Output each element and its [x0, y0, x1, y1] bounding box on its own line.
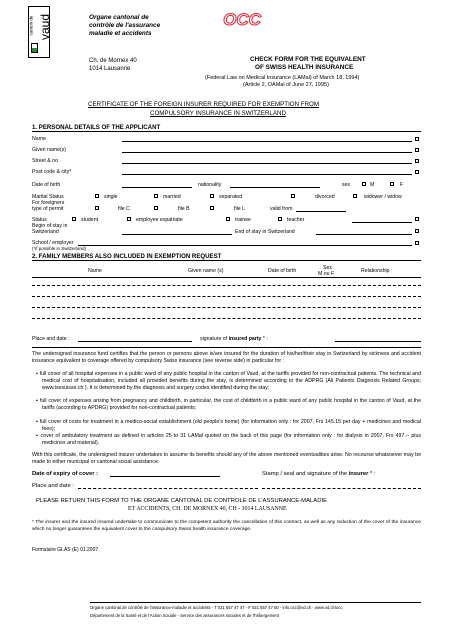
trainee-checkbox[interactable]: [226, 217, 230, 221]
street-label: Street & no: [32, 158, 58, 164]
vaud-logo: [28, 6, 53, 58]
status-label: Status: [32, 217, 47, 223]
file-l-checkbox[interactable]: [210, 206, 214, 210]
family-row-3[interactable]: [32, 307, 421, 308]
footer-line2: Département de la Santé et de l'Action Sociale - Service des assurances sociales et de l'hébergement: [90, 613, 279, 618]
status-other-field[interactable]: [352, 222, 412, 223]
dob-label: Date of birth: [32, 182, 61, 188]
footnote: * The insurer and the insured insured undertake to communicate to the competent authority the cancellation of this contract, as well as any reduction of the cover of the insurance which no longer guarantees the equivalent cover to the compulsory Swiss health insurance coverage.: [32, 520, 421, 532]
file-c-checkbox[interactable]: [95, 206, 99, 210]
single-label: single: [104, 194, 118, 200]
married-checkbox[interactable]: [154, 194, 158, 198]
sex-m-label: M: [370, 182, 375, 188]
certificate-title-line2: COMPULSORY INSURANCE IN SWITZERLAND: [150, 110, 286, 117]
occ-logo: [205, 10, 279, 28]
switzerland-label: Switzerland: [32, 229, 59, 235]
nationality-label: nationality: [198, 182, 222, 188]
name-field[interactable]: [122, 141, 412, 142]
foreigners-label2: type of permit: [32, 206, 64, 212]
end-stay-checkbox[interactable]: [415, 229, 419, 233]
foreigners-label1: For foreigners: [32, 200, 65, 206]
section1-title: 1. PERSONAL DETAILS OF THE APPLICANT: [32, 124, 161, 131]
teacher-checkbox[interactable]: [278, 217, 282, 221]
return-line2: ET ACCIDENTS, CH. DE MORNEX 40, CH - 1014 LAUSANNE: [128, 506, 287, 512]
teacher-label: teacher: [287, 217, 305, 223]
street-checkbox[interactable]: [415, 159, 419, 163]
given-names-label: Given name(s): [32, 147, 67, 153]
postcode-field[interactable]: [122, 174, 412, 175]
section2-title: 2. FAMILY MEMBERS ALSO INCLUDED IN EXEMPTION REQUEST: [32, 253, 222, 260]
stamp-label: Stamp / seal and signature of the insurer * :: [262, 471, 376, 477]
bullet-2: ▪ full cover of expenses arising from pregnancy and childbirth, in particular, the cost of childbirth in a public ward of any public hospital in the canton of Vaud, at the tariffs (according to APDRG) provided for non-contractual patients;: [36, 398, 421, 411]
widowed-checkbox[interactable]: [353, 194, 357, 198]
law-line1: (Federal Law on Medical Insurance (LAMal) of March 18, 1994): [205, 75, 360, 81]
given-names-checkbox[interactable]: [415, 148, 419, 152]
address-line2: 1014 Lausanne: [89, 66, 131, 72]
marital-status-label: Marital Status: [32, 194, 64, 200]
end-stay-label: End of stay in Switzerland: [235, 229, 295, 235]
divorced-label: divorced: [315, 194, 335, 200]
certificate-title-line1: CERTIFICATE OF THE FOREIGN INSURER REQUIRED FOR EXEMPTION FROM: [88, 101, 320, 108]
status-other-checkbox[interactable]: [415, 217, 419, 221]
bullet-3: ▪ full cover of costs for treatment in a medico-social establishment (old people's home) (for information only : for 2007, Frs 145.15 per day + medicines and medical fees);: [36, 419, 421, 432]
col-dob: Date of birth: [268, 268, 297, 274]
form-title-line2: OF SWISS HEALTH INSURANCE: [255, 64, 354, 71]
org-name-line3: maladie et accidents: [89, 30, 152, 37]
form-title-line1: CHECK FORM FOR THE EQUIVALENT: [250, 56, 366, 63]
begin-stay-label: Begin of stay in: [32, 223, 68, 229]
divorced-checkbox[interactable]: [291, 194, 295, 198]
file-c-label: file C: [118, 206, 130, 212]
col-sex2: M ou F: [318, 271, 335, 277]
col-relationship: Relationship: [361, 268, 390, 274]
student-label: student: [81, 217, 99, 223]
col-name: Name: [88, 268, 102, 274]
family-row-1[interactable]: [32, 285, 421, 286]
sex-f-checkbox[interactable]: [390, 182, 394, 186]
signature-label: signature of insured party * :: [200, 336, 268, 342]
place-date-field2[interactable]: [78, 488, 258, 489]
valid-from-label: valid from: [270, 206, 293, 212]
expiry-label: Date of expiry of cover :: [32, 471, 99, 477]
single-checkbox[interactable]: [95, 194, 99, 198]
married-label: married: [163, 194, 181, 200]
widowed-label: widower / widow: [364, 194, 402, 200]
occ-logo-text: OCC: [223, 10, 261, 28]
sex-m-checkbox[interactable]: [362, 182, 366, 186]
school-note: (*if possible in Switzerland): [32, 246, 87, 251]
file-b-checkbox[interactable]: [154, 206, 158, 210]
file-b-label: file B: [178, 206, 190, 212]
closing-paragraph: With this certificate, the undersigned insurer undertakes to assume its benefits should any of the above mentioned eventualities arise. No recourse whatsoever may be made to either municipal or cantonal social assistance.: [32, 452, 421, 465]
given-names-field[interactable]: [122, 152, 412, 153]
sex-f-label: F: [400, 182, 404, 188]
file-l-label: file L: [234, 206, 245, 212]
trainee-label: trainee: [235, 217, 251, 223]
sex-label: sex: [342, 182, 351, 188]
separated-checkbox[interactable]: [210, 194, 214, 198]
nationality-field[interactable]: [230, 187, 320, 188]
signature-field[interactable]: [335, 341, 421, 342]
family-row-4[interactable]: [32, 318, 421, 319]
address-line1: Ch. de Mornex 40: [89, 58, 137, 64]
bullet-4: ▪ cover of ambulatory treatment as defined in articles 25 to 31 LAMal quoted on the back of this page (for information only : for dialysis in 2007, Frs 497.-- plus medicines and material).: [36, 433, 421, 446]
school-label: School / employer: [32, 240, 74, 246]
valid-from-field[interactable]: [296, 211, 346, 212]
postcode-label: Post code & city*: [32, 169, 72, 175]
stamp-field[interactable]: [262, 488, 421, 489]
footer-line1: Organe cantonal de contrôle de l'assurance-maladie et accidents - T 021 557 47 47 - F 021 557 47 50 - info.occ@vd.ch - www.vd.ch/occ: [90, 605, 343, 610]
col-given: Given name (s): [188, 268, 224, 274]
postcode-checkbox[interactable]: [415, 170, 419, 174]
dob-field[interactable]: [122, 187, 192, 188]
school-field[interactable]: [78, 245, 412, 246]
canton-name: vaud: [38, 13, 53, 41]
vaud-crest: [31, 43, 38, 53]
begin-stay-field[interactable]: [122, 234, 232, 235]
org-name-line1: Organe cantonal de: [89, 14, 149, 21]
employee-label: employee expatriate: [136, 217, 183, 223]
expiry-field[interactable]: [110, 476, 220, 477]
place-date-label2: Place and date :: [32, 483, 74, 489]
street-field[interactable]: [122, 163, 412, 164]
org-name-line2: contrôle de l'assurance: [89, 22, 161, 29]
employee-checkbox[interactable]: [127, 217, 131, 221]
student-checkbox[interactable]: [72, 217, 76, 221]
name-checkbox[interactable]: [415, 137, 419, 141]
place-date-field[interactable]: [78, 341, 192, 342]
col-sex1: Sex: [323, 265, 332, 271]
canton-text: canton de: [28, 15, 34, 36]
intro-paragraph: The undersigned insurance fund certifies that the person or persons above is/are insured for the duration of his/her/their stay in Switzerland by sickness and accident insurance equivalent to coverage offered by compulsory Swiss insurance (see reverse side) in particular for :: [32, 351, 421, 364]
end-stay-field[interactable]: [316, 234, 412, 235]
return-line1: PLEASE RETURN THIS FORM TO THE ORGANE CANTONAL DE CONTROLE DE L'ASSURANCE-MALADIE: [36, 498, 328, 504]
separated-label: separated: [219, 194, 243, 200]
family-row-2[interactable]: [32, 296, 421, 297]
name-label: Name: [32, 136, 46, 142]
form-code: Formulaire GLAS (E) 01.2007: [32, 547, 99, 553]
place-date-label: Place and date :: [32, 336, 70, 342]
law-line2: (Article 2, OAMal of June 27, 1995): [243, 82, 329, 88]
bullet-1: ▪ full cover of all hospital expenses in a public ward of any public hospital in the canton of Vaud, at the tariffs provided for non-contractual patients. The technical and medical cost of hospitalisation, included all provided benefits during the stay, is determined according to the ADPRG (All Patients Diagnosis Related Groups; www.tsesuisse.ch ). It is determined by the diagnosis and surgery codes identified during the stay;: [36, 371, 421, 391]
school-checkbox[interactable]: [415, 241, 419, 245]
